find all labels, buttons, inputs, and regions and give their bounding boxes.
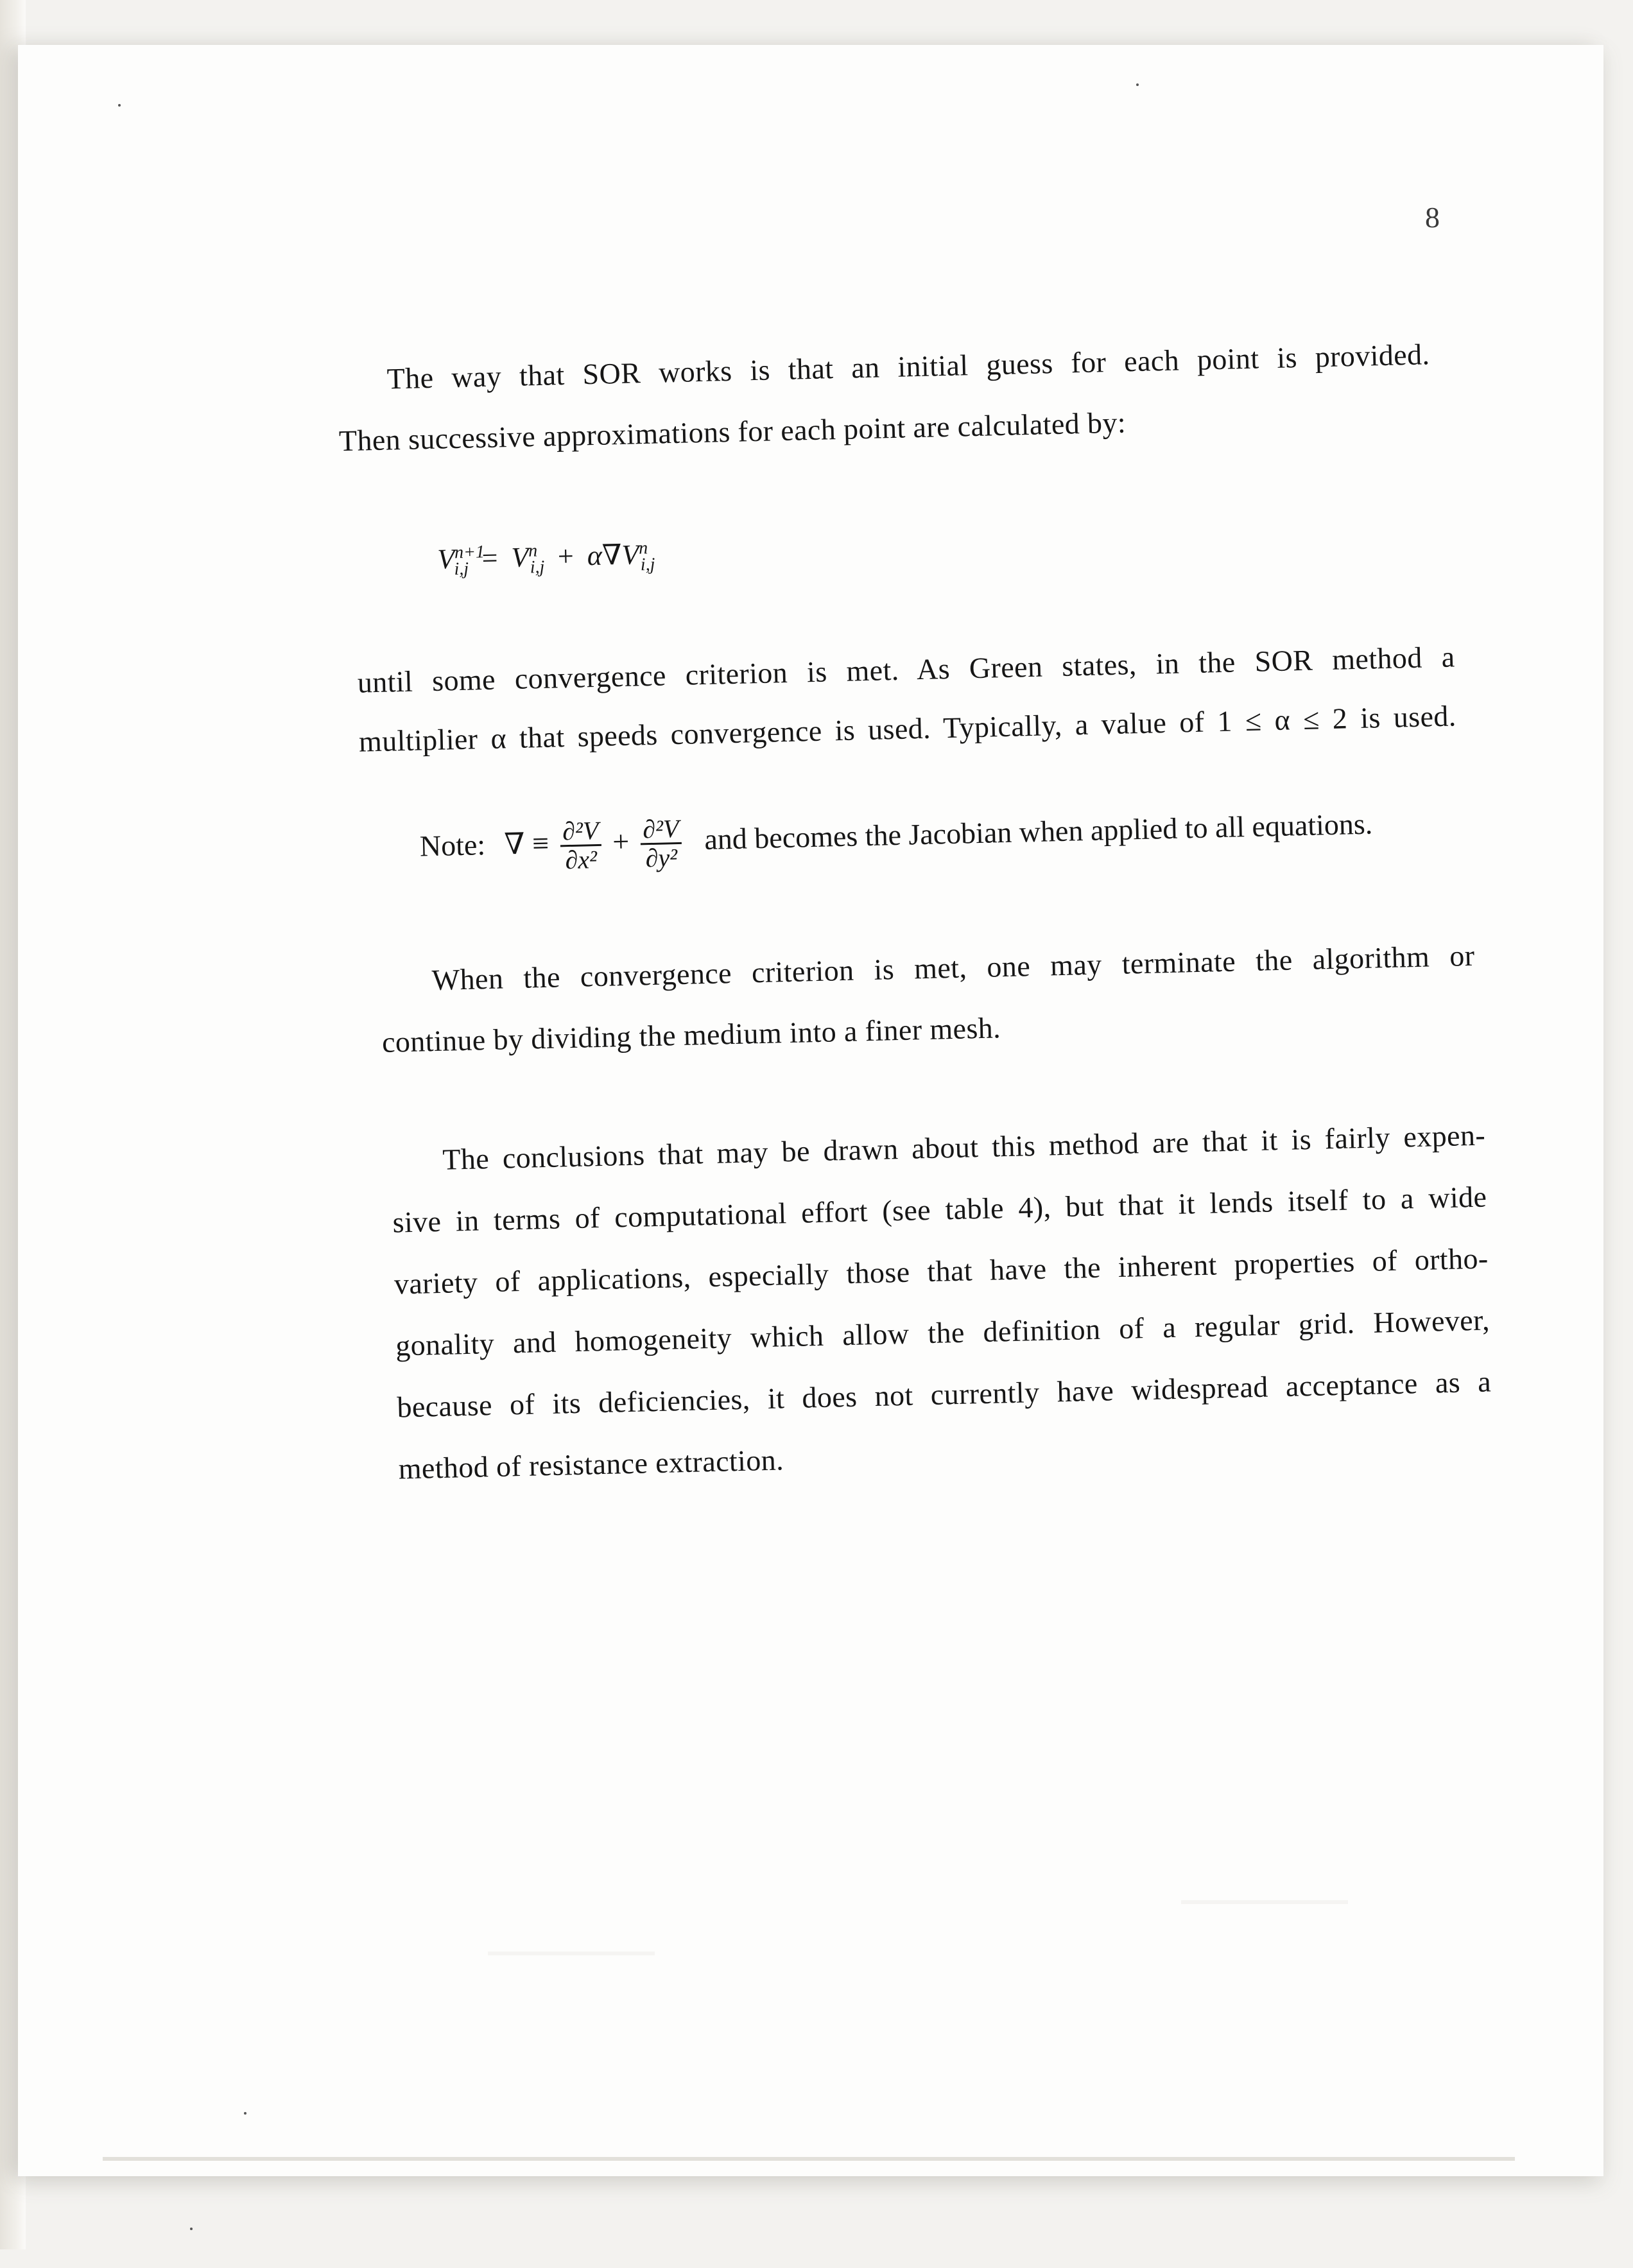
fraction-1-numerator: ∂²V [560, 817, 601, 847]
sor-update-equation [437, 538, 655, 580]
paragraph-2-line-2: multiplier α that speeds convergence is used. Typically, a value of 1 ≤ α ≤ 2 is used. [358, 699, 1457, 758]
fraction-d2v-dx2 [560, 817, 602, 874]
fraction-2-numerator: ∂²V [640, 815, 682, 845]
eq-term2-sub: i,j [640, 554, 655, 575]
paragraph-4-line-5: because of its deficiencies, it does not currently have widespread acceptance as a [396, 1365, 1492, 1424]
paragraph-4-line-4: gonality and homogeneity which allow the definition of a regular grid. However, [395, 1303, 1490, 1362]
paragraph-4-line-1: The conclusions that may be drawn about this method are that it is fairly expen- [442, 1118, 1486, 1176]
note-tail: and becomes the Jacobian when applied to all equations. [704, 807, 1373, 856]
note-plus: + [612, 824, 630, 858]
eq-lhs-sub: i,j [454, 558, 469, 579]
fraction-1-denominator: ∂x² [565, 844, 598, 875]
note-label: Note: [419, 828, 486, 863]
eq-equals: = [481, 542, 499, 575]
eq-lhs-sup: n+1 [454, 542, 485, 563]
fraction-d2v-dy2 [640, 815, 682, 872]
paragraph-4-line-2: sive in terms of computational effort (see table 4), but that it lends itself to a wide [392, 1180, 1487, 1239]
eq-plus: + [557, 540, 575, 573]
eq-term2-prefix: α∇V [587, 539, 640, 572]
eq-lhs-base: V [436, 543, 455, 575]
paragraph-3-line-2: continue by dividing the medium into a finer mesh. [381, 1011, 1001, 1059]
note-line [419, 799, 1373, 878]
paragraph-4-line-3: variety of applications, especially those that have the inherent properties of ortho- [393, 1242, 1489, 1301]
paragraph-1-line-1: The way that SOR works is that an initial guess for each point is provided. [386, 338, 1430, 395]
page-number: 8 [1425, 201, 1440, 234]
eq-term1-sub: i,j [530, 557, 545, 578]
paragraph-4-line-6: method of resistance extraction. [398, 1443, 784, 1485]
note-nabla: ∇ ≡ [503, 826, 549, 861]
paragraph-2-line-1: until some convergence criterion is met. As Green states, in the SOR method a [357, 640, 1455, 699]
paragraph-1-line-2: Then successive approximations for each point are calculated by: [338, 406, 1127, 458]
eq-term1-sup: n [528, 541, 538, 561]
eq-term2-sup: n [638, 538, 648, 558]
paragraph-3-line-1: When the convergence criterion is met, one may terminate the algorithm or [431, 939, 1475, 997]
eq-term1-base: V [510, 541, 529, 574]
fraction-2-denominator: ∂y² [645, 843, 678, 873]
